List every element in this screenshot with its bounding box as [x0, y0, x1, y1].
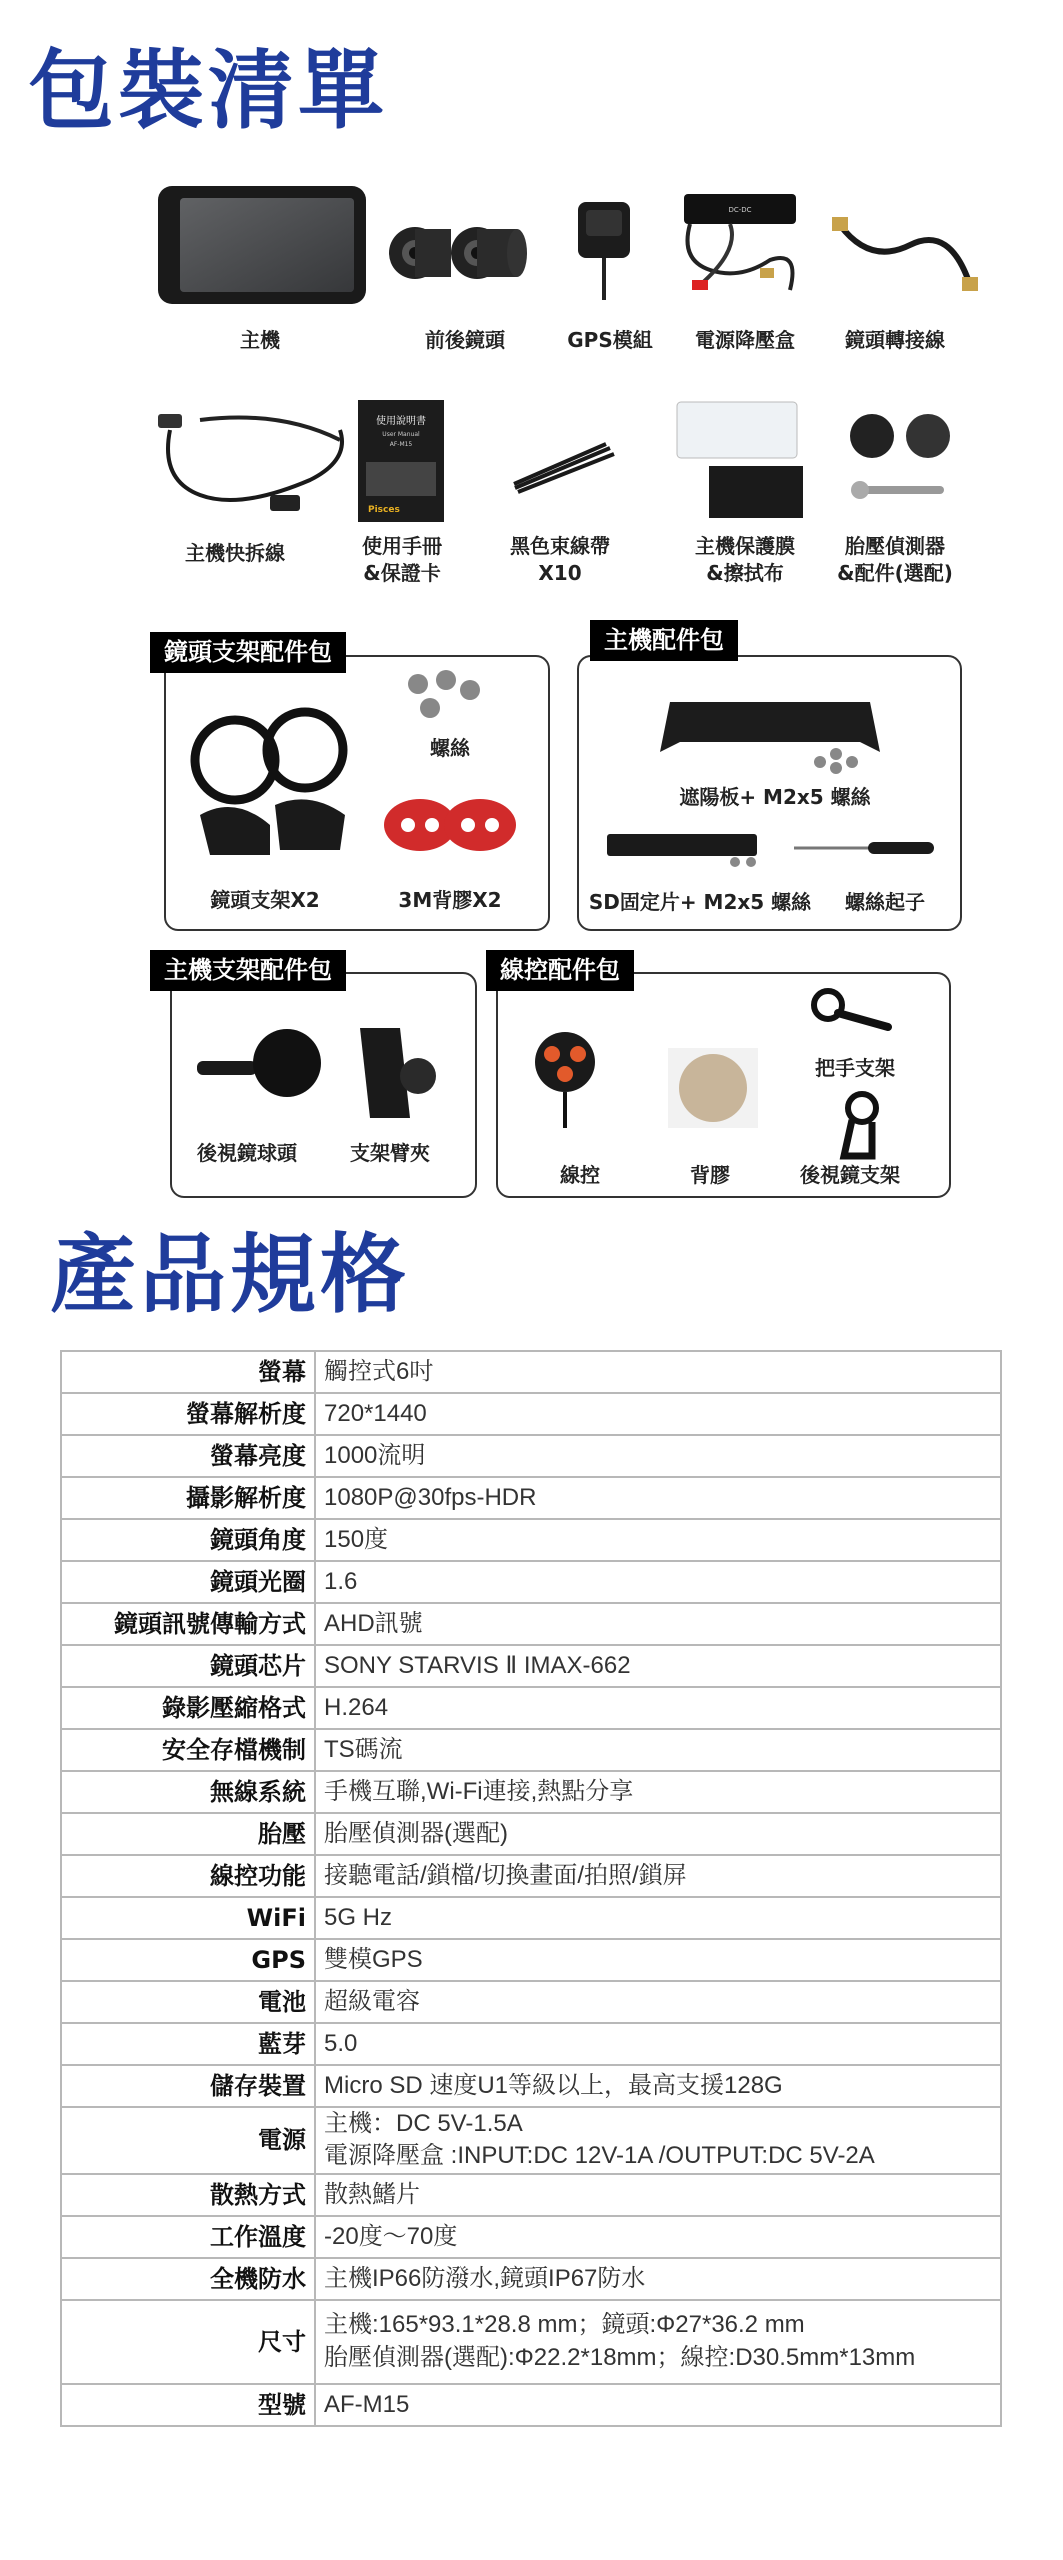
mount-kit-ball: 後視鏡球頭 [197, 1141, 297, 1165]
spec-value-line: H.264 [324, 1693, 389, 1721]
spec-value-line: 主機：DC 5V-1.5A [324, 2110, 523, 2137]
item-cable-ties: 黑色束線帶 X10 [510, 534, 610, 585]
spec-value-line: 5G Hz [324, 1903, 393, 1931]
spec-row [61, 1477, 1001, 1519]
host-kit-tag: 主機配件包 [590, 620, 738, 661]
spec-value [315, 2258, 1001, 2300]
screen-protector-image [675, 400, 805, 522]
spec-key: 胎壓 [61, 1813, 315, 1855]
cameras-image [385, 215, 535, 290]
screwdriver-image [790, 838, 940, 858]
sd-plate-image [605, 828, 775, 870]
spec-value-line: 觸控式6吋 [324, 1357, 434, 1385]
spec-key: GPS [61, 1939, 315, 1981]
spec-row [61, 1603, 1001, 1645]
manual-image [358, 400, 444, 522]
spec-row [61, 1351, 1001, 1393]
spec-key: 鏡頭光圈 [61, 1561, 315, 1603]
spec-value-line: 雙模GPS [324, 1945, 423, 1973]
spec-value-line: 主機IP66防潑水,鏡頭IP67防水 [324, 2264, 646, 2292]
spec-value-line: TS碼流 [324, 1735, 403, 1763]
spec-value [315, 1393, 1001, 1435]
spec-value [315, 1687, 1001, 1729]
spec-value-line: -20度～70度 [324, 2222, 458, 2250]
spec-key: 鏡頭角度 [61, 1519, 315, 1561]
spec-value [315, 1645, 1001, 1687]
spec-value-line: AF-M15 [324, 2390, 410, 2418]
item-gps: GPS模組 [567, 328, 653, 352]
package-title: 包裝清單 [28, 41, 388, 141]
remote-kit-adhesive: 背膠 [690, 1163, 730, 1187]
spec-key: 鏡頭芯片 [61, 1645, 315, 1687]
spec-value-line: 1000流明 [324, 1441, 426, 1469]
spec-key: 全機防水 [61, 2258, 315, 2300]
item-power-box: 電源降壓盒 [695, 328, 795, 352]
lens-kit-bracket: 鏡頭支架X2 [210, 888, 320, 912]
spec-row [61, 1981, 1001, 2023]
svg-text:DC-DC: DC-DC [728, 206, 752, 214]
manual-title: 使用說明書 [376, 416, 426, 427]
remote-kit-handlebar: 把手支架 [815, 1056, 895, 1080]
lens-bracket-image [180, 705, 360, 865]
spec-row [61, 1729, 1001, 1771]
host-kit-screwdriver: 螺絲起子 [845, 890, 925, 914]
host-kit-visor: 遮陽板+ M2x5 螺絲 [679, 785, 871, 809]
spec-value-line: 電源降壓盒 :INPUT:DC 12V-1A /OUTPUT:DC 5V-2A [324, 2142, 875, 2170]
spec-row [61, 1813, 1001, 1855]
spec-key: WiFi [61, 1897, 315, 1939]
mirror-mount-image [832, 1088, 892, 1163]
spec-key: 電源 [61, 2107, 315, 2174]
spec-row [61, 2384, 1001, 2426]
spec-value [315, 1351, 1001, 1393]
spec-value-line: 1.6 [324, 1567, 358, 1595]
spec-value-line: 散熱鰭片 [324, 2180, 420, 2208]
spec-row [61, 1645, 1001, 1687]
spec-value [315, 1603, 1001, 1645]
spec-value-line: 超級電容 [324, 1987, 420, 2015]
tpms-image [840, 410, 960, 510]
spec-value [315, 1813, 1001, 1855]
arm-clamp-image [340, 1018, 440, 1128]
spec-value [315, 2065, 1001, 2107]
spec-key: 儲存裝置 [61, 2065, 315, 2107]
spec-value [315, 1519, 1001, 1561]
spec-value [315, 1981, 1001, 2023]
spec-row [61, 2300, 1001, 2384]
adapter-cable-image [830, 205, 980, 300]
spec-value [315, 1897, 1001, 1939]
remote-control-image [530, 1030, 600, 1130]
spec-value-line: AHD訊號 [324, 1609, 423, 1637]
gps-module-image [574, 200, 634, 302]
spec-value-line: 胎壓偵測器(選配) [324, 1819, 508, 1847]
spec-value [315, 2023, 1001, 2065]
sun-visor-image [650, 692, 890, 782]
spec-value [315, 1477, 1001, 1519]
spec-value [315, 1561, 1001, 1603]
screws-image [400, 668, 490, 728]
spec-value [315, 1771, 1001, 1813]
host-kit-sd-plate: SD固定片+ M2x5 螺絲 [588, 890, 812, 914]
spec-key: 螢幕 [61, 1351, 315, 1393]
specs-table [60, 1350, 1002, 2427]
manual-subtitle: User Manual [382, 431, 420, 438]
ball-mount-image [195, 1025, 325, 1110]
spec-row [61, 1519, 1001, 1561]
spec-key: 工作溫度 [61, 2216, 315, 2258]
spec-key: 鏡頭訊號傳輸方式 [61, 1603, 315, 1645]
spec-key: 電池 [61, 1981, 315, 2023]
spec-row [61, 1897, 1001, 1939]
item-screen-protector: 主機保護膜 &擦拭布 [695, 534, 795, 585]
adhesive-pad-image [668, 1048, 758, 1128]
handlebar-mount-image [808, 985, 898, 1035]
spec-key: 攝影解析度 [61, 1477, 315, 1519]
lens-kit-tag: 鏡頭支架配件包 [150, 632, 346, 673]
cable-ties-image [510, 440, 620, 500]
spec-value-line: SONY STARVIS Ⅱ IMAX-662 [324, 1651, 631, 1679]
spec-value-line: 胎壓偵測器(選配):Φ22.2*18mm；線控:D30.5mm*13mm [324, 2343, 916, 2371]
spec-key: 無線系統 [61, 1771, 315, 1813]
spec-value [315, 1729, 1001, 1771]
remote-kit-tag: 線控配件包 [486, 950, 634, 991]
spec-row [61, 1393, 1001, 1435]
spec-key: 型號 [61, 2384, 315, 2426]
spec-row [61, 1435, 1001, 1477]
mount-kit-clamp: 支架臂夾 [350, 1141, 430, 1165]
lens-kit-adhesive: 3M背膠X2 [398, 888, 502, 912]
spec-row [61, 1687, 1001, 1729]
spec-value-line: Micro SD 速度U1等級以上，最高支援128G [324, 2071, 783, 2099]
spec-value [315, 2300, 1001, 2384]
spec-value [315, 2384, 1001, 2426]
spec-row [61, 2107, 1001, 2174]
spec-key: 螢幕解析度 [61, 1393, 315, 1435]
adhesive-image [380, 795, 520, 855]
manual-model: AF-M15 [389, 441, 413, 448]
specs-title: 產品規格 [50, 1225, 410, 1325]
spec-value-line: 5.0 [324, 2029, 358, 2057]
spec-row [61, 1939, 1001, 1981]
item-tpms: 胎壓偵測器 &配件(選配) [837, 534, 953, 585]
spec-value [315, 2216, 1001, 2258]
spec-row [61, 1855, 1001, 1897]
spec-value [315, 1939, 1001, 1981]
item-main-unit: 主機 [240, 328, 280, 352]
spec-row [61, 2065, 1001, 2107]
spec-value-line: 720*1440 [324, 1399, 427, 1427]
spec-value-line: 主機:165*93.1*28.8 mm；鏡頭:Φ27*36.2 mm [324, 2311, 805, 2339]
spec-value-line: 150度 [324, 1525, 389, 1553]
remote-kit-remote: 線控 [560, 1163, 600, 1187]
spec-row [61, 2216, 1001, 2258]
lens-kit-screws: 螺絲 [430, 736, 470, 760]
spec-row [61, 2174, 1001, 2216]
spec-key: 錄影壓縮格式 [61, 1687, 315, 1729]
spec-row [61, 1561, 1001, 1603]
power-box-image [670, 190, 810, 300]
spec-key: 尺寸 [61, 2300, 315, 2384]
spec-key: 安全存檔機制 [61, 1729, 315, 1771]
spec-value [315, 1855, 1001, 1897]
spec-value-line: 手機互聯,Wi-Fi連接,熱點分享 [324, 1777, 634, 1805]
remote-kit-mirror: 後視鏡支架 [800, 1163, 900, 1187]
spec-value-line: 1080P@30fps-HDR [324, 1483, 537, 1511]
spec-value [315, 2107, 1001, 2174]
spec-key: 藍芽 [61, 2023, 315, 2065]
spec-key: 線控功能 [61, 1855, 315, 1897]
spec-key: 螢幕亮度 [61, 1435, 315, 1477]
item-quick-release-cable: 主機快拆線 [185, 541, 285, 565]
spec-value-line: 接聽電話/鎖檔/切換畫面/拍照/鎖屏 [324, 1861, 687, 1889]
spec-row [61, 2258, 1001, 2300]
quick-release-cable-image [140, 400, 360, 520]
spec-value [315, 2174, 1001, 2216]
spec-value [315, 1435, 1001, 1477]
item-adapter-cable: 鏡頭轉接線 [845, 328, 945, 352]
spec-row [61, 1771, 1001, 1813]
item-cameras: 前後鏡頭 [425, 328, 505, 352]
mount-kit-tag: 主機支架配件包 [150, 950, 346, 991]
main-unit-image [156, 184, 368, 306]
spec-key: 散熱方式 [61, 2174, 315, 2216]
item-manual: 使用手冊 &保證卡 [362, 534, 442, 585]
spec-row [61, 2023, 1001, 2065]
manual-brand: Pisces [368, 505, 400, 515]
